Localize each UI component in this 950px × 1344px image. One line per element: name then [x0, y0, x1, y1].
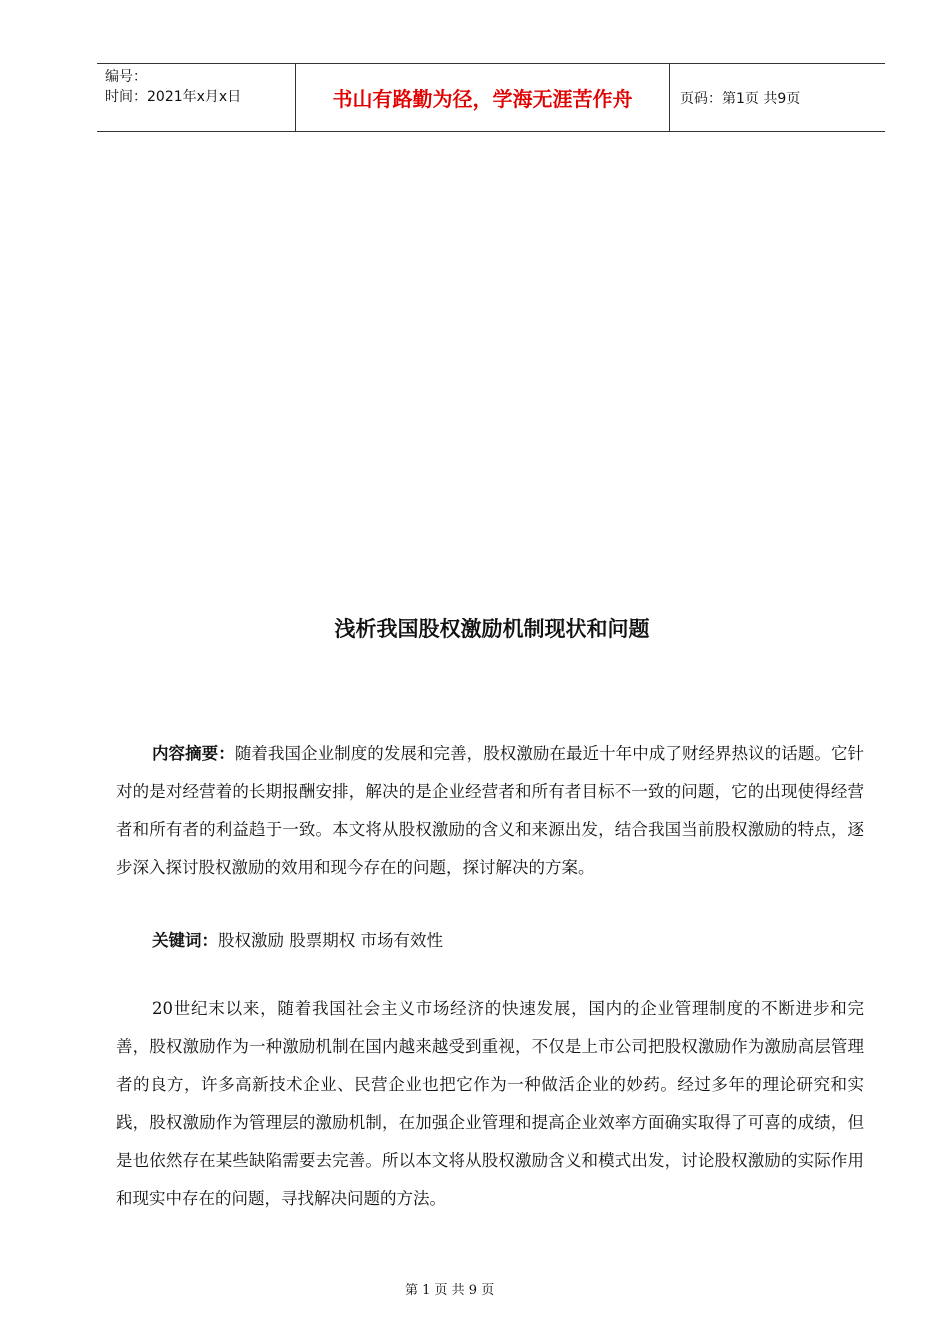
header-motto: 书山有路勤为径，学海无涯苦作舟: [296, 64, 670, 131]
document-title: 浅析我国股权激励机制现状和问题: [334, 617, 650, 641]
keywords-label: 关键词：: [152, 931, 218, 950]
abstract-paragraph: [116, 735, 864, 887]
abstract-text: 随着我国企业制度的发展和完善，股权激励在最近十年中成了财经界热议的话题。它针对的是对经营着的长期报酬安排，解决的是企业经营者和所有者目标不一致的问题，它的出现使得经营者和所有者的利益趋于一致。本文将从股权激励的含义和来源出发，结合我国当前股权激励的特点，逐步深入探讨股权激励的效用和现今存在的问题，探讨解决的方案。: [116, 744, 865, 877]
header-page-info: 页码：第1页 共9页: [680, 90, 801, 107]
keywords-paragraph: [116, 922, 864, 960]
keywords-text: 股权激励 股票期权 市场有效性: [218, 931, 443, 950]
body-paragraph: 20世纪末以来，随着我国社会主义市场经济的快速发展，国内的企业管理制度的不断进步和完善，股权激励作为一种激励机制在国内越来越受到重视，不仅是上市公司把股权激励作为激励高层管理者的良方，许多高新技术企业、民营企业也把它作为一种做活企业的妙药。经过多年的理论研究和实践，股权激励作为管理层的激励机制，在加强企业管理和提高企业效率方面确实取得了可喜的成绩，但是也依然存在某些缺陷需要去完善。所以本文将从股权激励含义和模式出发，讨论股权激励的实际作用和现实中存在的问题，寻找解决问题的方法。: [116, 999, 864, 1208]
document-time-label: 时间：2021年x月x日: [105, 89, 242, 105]
header-meta-cell: [97, 64, 296, 131]
header-table: [97, 63, 885, 132]
abstract-label: 内容摘要：: [152, 744, 235, 763]
page-footer: 第 1 页 共 9 页: [405, 1283, 495, 1298]
document-number-label: 编号：: [105, 69, 147, 85]
